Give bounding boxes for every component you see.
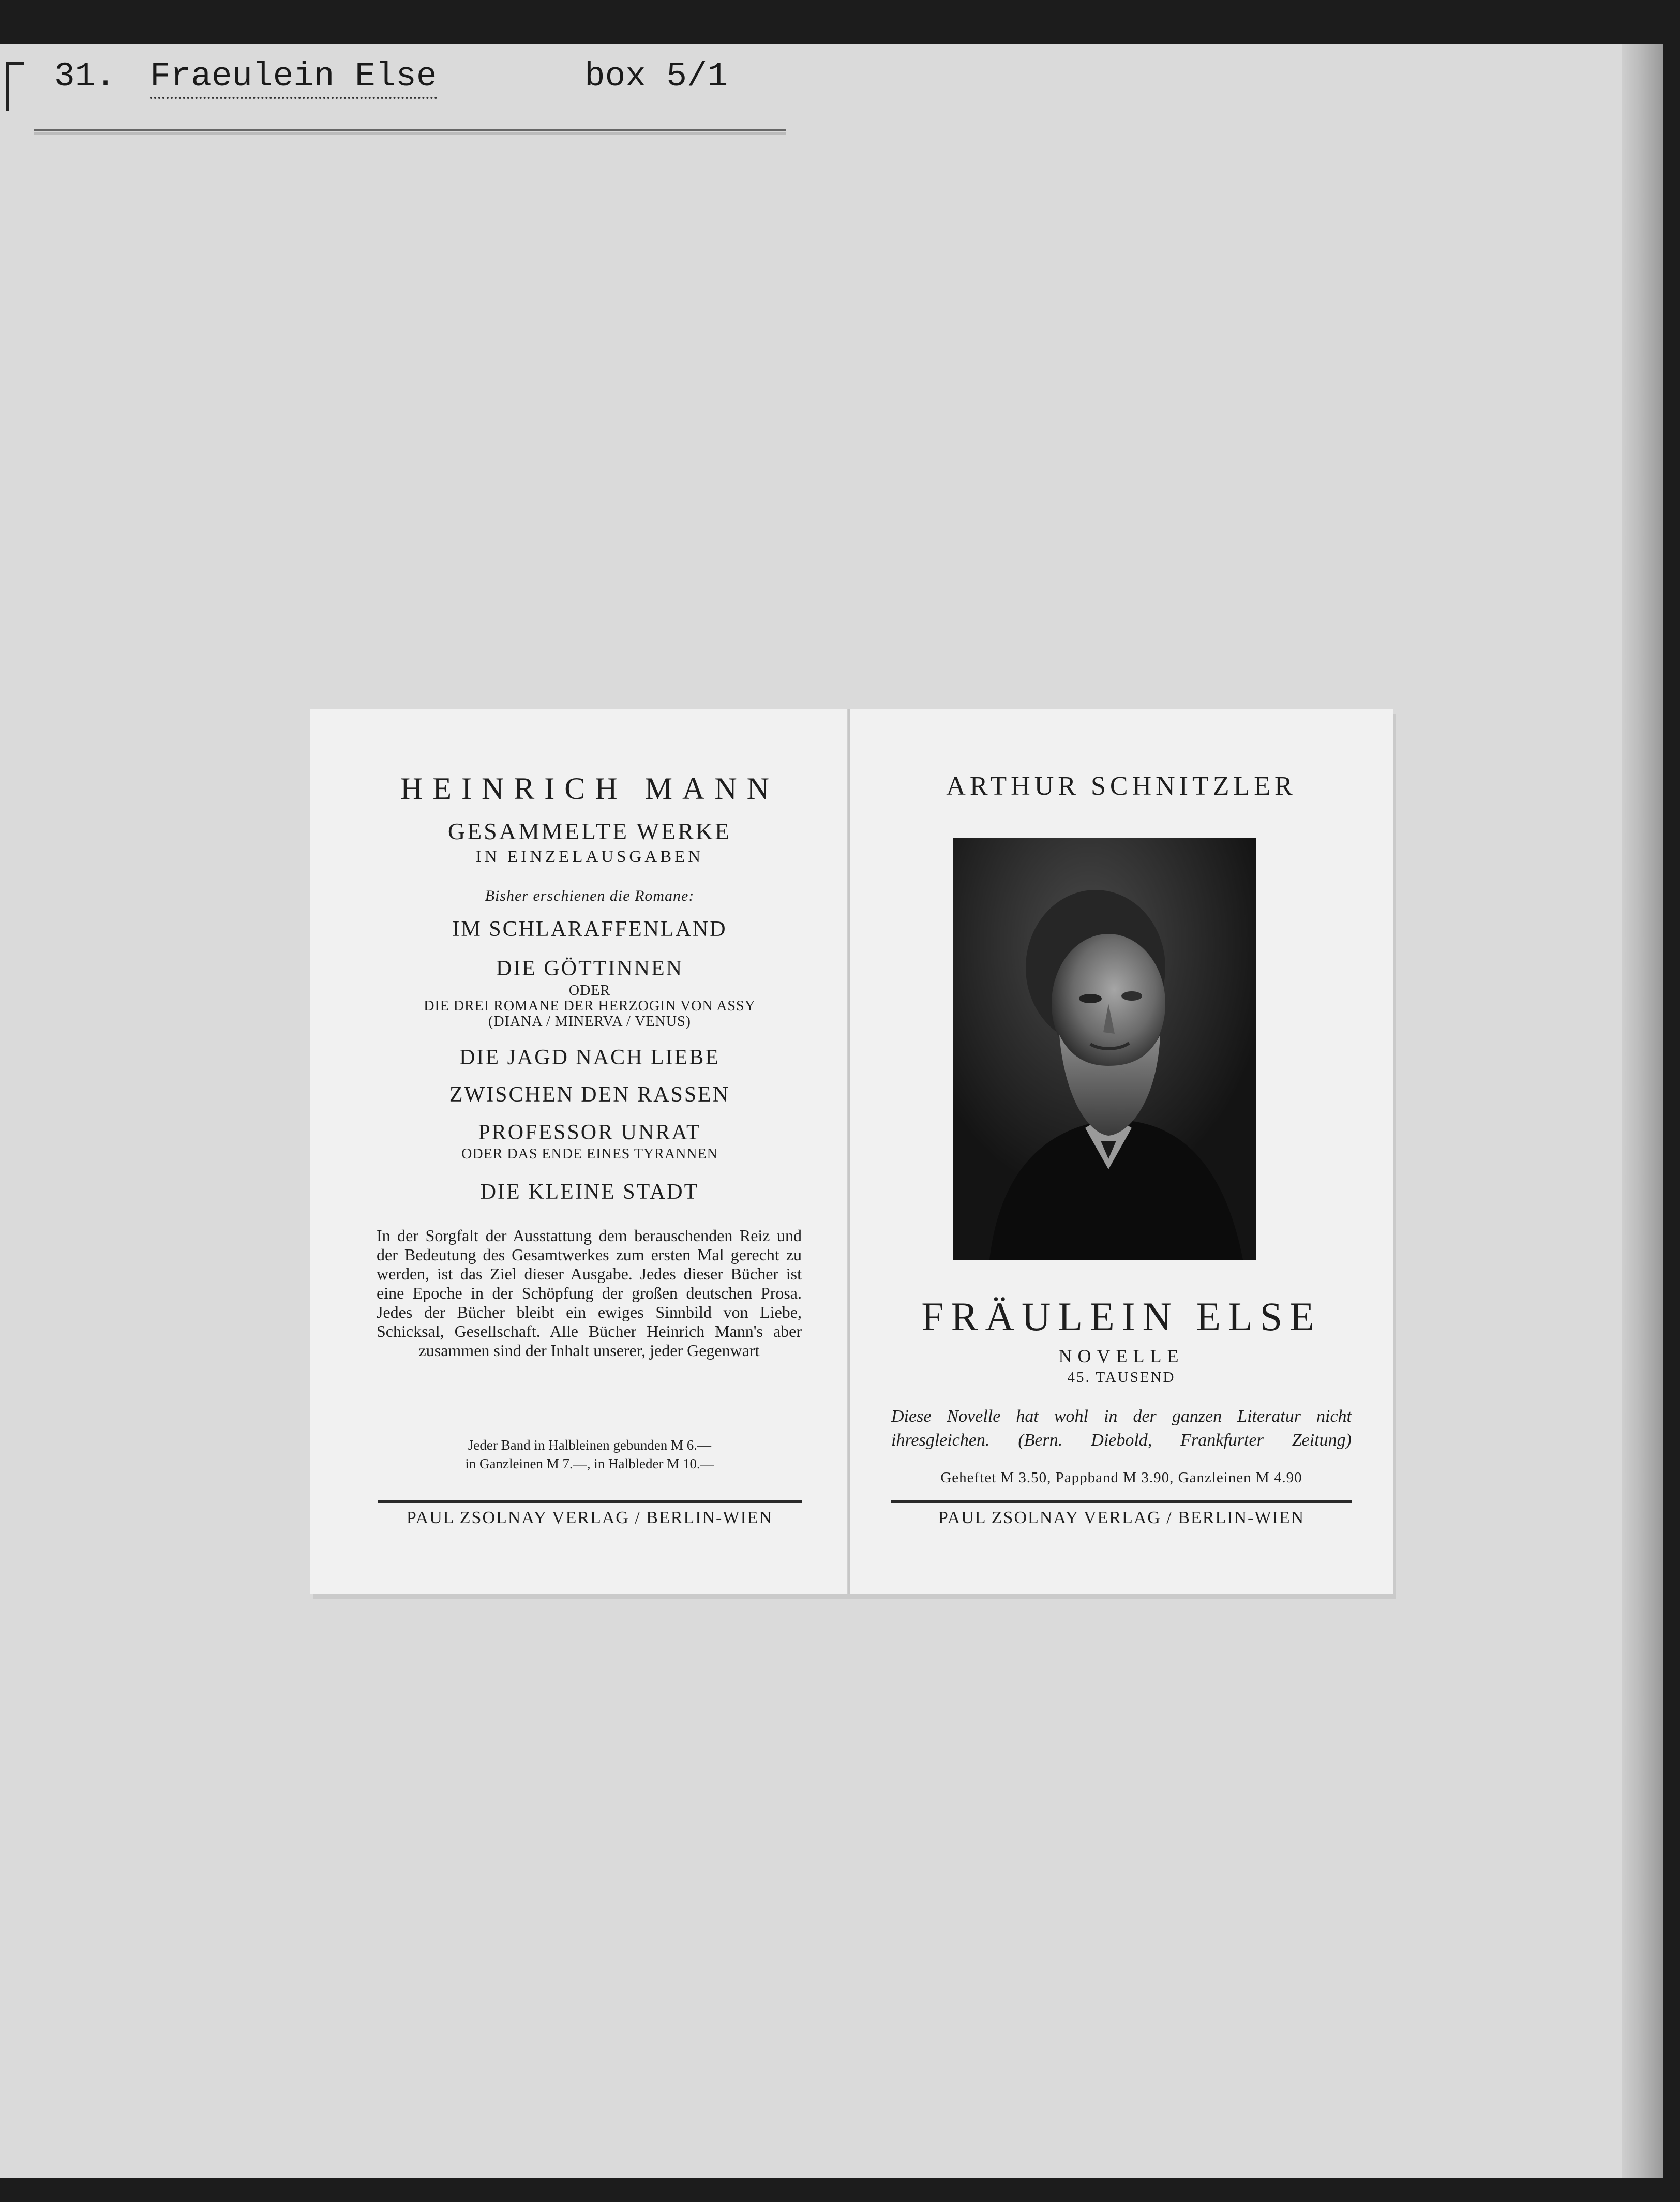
right-publisher: PAUL ZSOLNAY VERLAG / BERLIN-WIEN [938,1508,1305,1527]
novels-intro: Bisher erschienen die Romane: [485,887,695,904]
left-publisher: PAUL ZSOLNAY VERLAG / BERLIN-WIEN [406,1508,773,1527]
entry-number: 31. [54,57,116,96]
novel-subtitle: ODER DIE DREI ROMANE DER HERZOGIN VON ASSY (DIANA / MINERVA / VENUS) [424,983,756,1030]
novel-title: DIE GÖTTINNEN [496,957,684,980]
series-subtitle: IN EINZELAUSGABEN [475,847,704,866]
archive-header [31,41,786,140]
novel-title: DIE KLEINE STADT [480,1180,699,1204]
author-portrait [953,838,1256,1260]
book-title: FRÄULEIN ELSE [921,1294,1322,1339]
left-author: HEINRICH MANN [400,771,779,806]
book-genre: NOVELLE [1058,1346,1184,1366]
novel-subtitle: ODER DAS ENDE EINES TYRANNEN [461,1146,718,1162]
publisher-rule [378,1500,802,1503]
right-author: ARTHUR SCHNITZLER [946,771,1297,801]
novel-title: DIE JAGD NACH LIEBE [459,1046,720,1069]
novel-title: ZWISCHEN DEN RASSEN [449,1083,730,1107]
book-prices: Geheftet M 3.50, Pappband M 3.90, Ganzleinen M 4.90 [940,1469,1302,1486]
series-title: GESAMMELTE WERKE [447,818,732,844]
corner-mark [6,62,24,111]
box-label: box 5/1 [584,57,728,96]
price-line: Jeder Band in Halbleinen gebunden M 6.— [468,1437,712,1453]
book-edition: 45. TAUSEND [1067,1369,1176,1386]
header-rule [34,129,786,131]
press-quote: Diese Novelle hat wohl in der ganzen Literatur nicht ihresgleichen. (Bern. Diebold, Frankfurter Zeitung) [891,1407,1352,1450]
novel-title: IM SCHLARAFFENLAND [452,917,727,941]
sheet-edge [1622,44,1663,2178]
price-line: in Ganzleinen M 7.—, in Halbleder M 10.— [465,1456,714,1471]
entry-title: Fraeulein Else [150,57,437,99]
leaflet-left-page [310,709,848,1594]
publisher-rule [891,1500,1352,1503]
leaflet-right-page [848,709,1393,1594]
novel-title: PROFESSOR UNRAT [478,1121,701,1144]
series-blurb: In der Sorgfalt der Ausstattung dem berauschenden Reiz und der Bedeutung des Gesamtwerkes zum ersten Mal gerecht zu werden, ist das Ziel dieser Ausgabe. Jedes dieser Bücher ist eine Epoche in der Schöpfung der großen deutschen Prosa. Jedes der Bücher bleibt ein ewiges Sinnbild von Liebe, Schicksal, Gesellschaft. Alle Bücher Heinrich Mann's aber zusammen sind der Inhalt unserer, jeder Gegenwart [377,1226,802,1360]
